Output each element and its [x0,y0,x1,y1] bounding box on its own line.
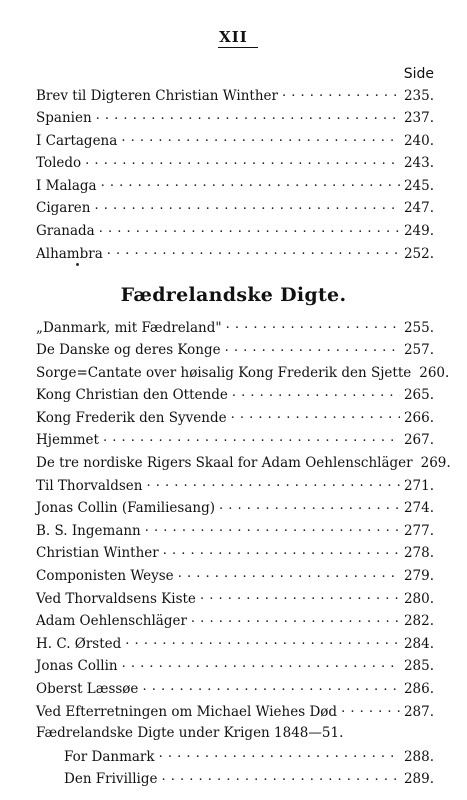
toc-entry-page: 288. [403,748,434,765]
toc-entry [36,341,434,364]
toc-entry [36,199,434,222]
toc-entry-page: 286. [403,681,434,697]
toc-entry [36,154,434,177]
toc-entry [36,386,434,409]
toc-entry-page: 267. [403,432,434,449]
toc-entry [36,318,434,341]
toc-entry [36,634,434,657]
toc-entry-title: Til Thorvaldsen [36,477,143,494]
toc-entry-title: B. S. Ingemann [36,522,141,539]
toc-entry [36,747,434,770]
dot-leader [191,612,400,626]
toc-entry [36,109,434,132]
dot-leader [159,747,400,761]
dot-leader [231,408,400,422]
page-number: XII [219,28,248,46]
toc-entry-title: I Cartagena [36,132,118,149]
toc-list-second [36,318,451,792]
toc-entry [36,222,434,245]
toc-entry [36,408,434,431]
toc-entry-page: 278. [403,545,434,562]
toc-entry-title: Ved Thorvaldsens Kiste [36,590,196,607]
toc-entry [36,86,434,109]
toc-entry [36,176,434,199]
toc-entry-title: H. C. Ørsted [36,635,122,652]
toc-entry-title: De tre nordiske Rigers Skaal for Adam Oehlenschläger [36,455,413,472]
toc-entry [36,499,434,522]
toc-entry-page: 252. [403,245,434,262]
toc-entry-page: 255. [403,319,434,336]
dot-leader [96,109,400,123]
dot-leader [99,222,400,236]
toc-entry-title: Jonas Collin (Familiesang) [36,500,215,517]
dot-leader [142,680,400,694]
dot-leader [122,657,400,671]
toc-list-first [36,86,434,267]
toc-entry-page: 257. [403,342,434,359]
toc-entry [36,589,434,612]
toc-entry-title: Alhambra [36,245,103,262]
toc-entry-page: 274. [403,500,434,517]
toc-entry-page: 287. [403,703,434,720]
toc-entry-title: Jonas Collin [36,658,118,675]
dot-leader [226,318,400,332]
toc-entry-page: 235. [403,87,434,104]
dot-leader [103,431,400,445]
toc-entry-page: 249. [403,223,434,240]
toc-entry-title: Toledo [36,155,82,172]
toc-entry-title: Granada [36,223,95,240]
toc-entry-title: Kong Christian den Ottende [36,387,228,404]
toc-entry [36,244,434,267]
toc-entry-title: Den Frivillige [64,771,158,788]
dot-leader [121,131,400,145]
toc-entry-page: 289. [403,771,434,788]
toc-entry [36,521,434,544]
toc-entry [36,725,434,748]
toc-entry-title: Christian Winther [36,545,159,562]
toc-entry-title: Ved Efterretningen om Michael Wiehes Død [36,703,338,720]
toc-entry-title: Brev til Digteren Christian Winther [36,87,278,104]
toc-entry-page: 247. [403,200,434,217]
toc-entry [36,544,434,567]
toc-entry [36,363,450,386]
toc-entry-page: 282. [403,613,434,630]
toc-entry-page: 265. [403,387,434,404]
toc-entry-page: 240. [403,132,434,149]
toc-entry-page: 237. [403,110,434,127]
toc-entry-title: For Danmark [64,748,155,765]
toc-entry-page: 285. [403,658,434,675]
toc-entry-page: 266. [403,409,434,426]
toc-entry [36,612,434,635]
toc-entry-page: 271. [403,477,434,494]
toc-entry-page: 284. [403,635,434,652]
dot-leader [146,476,399,490]
dot-leader [341,702,400,716]
column-header: Side [403,66,434,82]
toc-entry-page: 245. [403,177,434,194]
toc-entry [36,431,434,454]
dot-leader [232,386,400,400]
toc-entry-title: Sorge=Cantate over høisalig Kong Frederik den Sjette [36,364,412,381]
dot-leader [94,199,399,213]
toc-entry [36,702,434,725]
toc-entry-title: „Danmark, mit Fædreland" [36,319,222,336]
dot-leader [107,244,400,258]
toc-entry [36,476,434,499]
dot-leader [85,154,400,168]
dot-leader [161,770,399,784]
toc-entry [36,657,434,680]
toc-entry-title: Adam Oehlenschläger [36,613,187,630]
toc-entry-title: Cigaren [36,200,91,217]
toc-entry-page: 279. [403,568,434,585]
toc-entry-title: Fædrelandske Digte under Krigen 1848—51. [36,724,344,741]
toc-entry-page: 277. [403,522,434,539]
dot-leader [125,634,400,648]
dot-leader [282,86,400,100]
dot-leader [101,176,400,190]
section-heading: Fædrelandske Digte. [120,284,347,306]
toc-entry [36,680,434,703]
toc-entry-title: I Malaga [36,177,97,194]
toc-entry [36,567,434,590]
toc-entry-title: Componisten Weyse [36,568,174,585]
dot-leader [163,544,400,558]
toc-entry-title: Spanien [36,110,92,127]
toc-entry-title: De Danske og deres Konge [36,342,221,359]
toc-entry [36,770,434,793]
toc-entry [36,454,451,477]
stray-mark [76,263,79,266]
dot-leader [145,521,400,535]
toc-entry-page: 280. [403,590,434,607]
dot-leader [178,567,400,581]
dot-leader [200,589,400,603]
dot-leader [219,499,400,513]
toc-entry-title: Hjemmet [36,432,99,449]
toc-entry-page: 269. [420,455,451,472]
toc-entry-page: 243. [403,155,434,172]
toc-entry-title: Kong Frederik den Syvende [36,409,227,426]
page-number-rule [218,47,258,48]
toc-entry-title: Oberst Læssøe [36,681,139,697]
toc-entry [36,131,434,154]
toc-entry-page: 260. [419,364,450,381]
dot-leader [225,341,400,355]
